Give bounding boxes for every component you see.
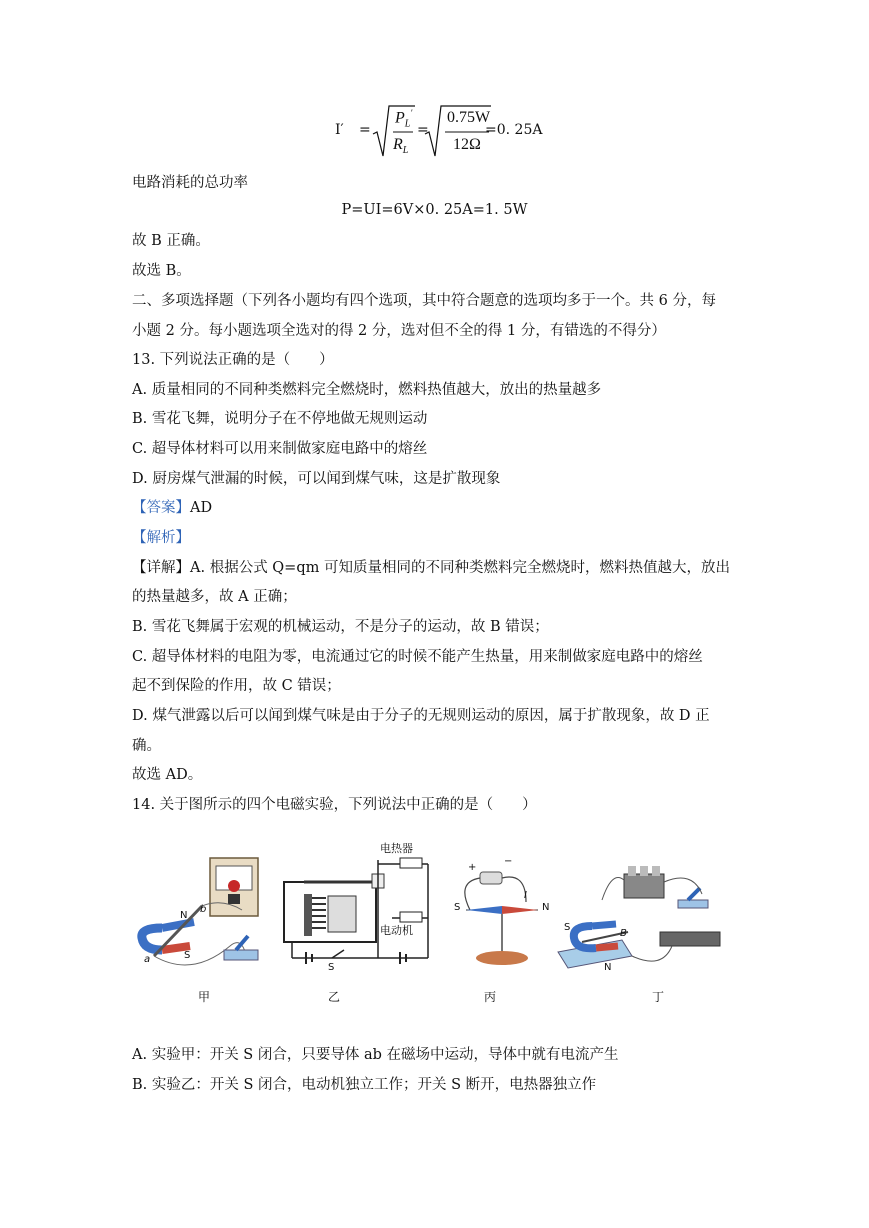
- answer-value: AD: [190, 500, 213, 516]
- q14-option-b: B. 实验乙：开关 S 闭合，电动机独立工作；开关 S 断开，电热器独立作: [132, 1077, 597, 1093]
- ding-label-b: B: [620, 928, 627, 939]
- total-power-label: 电路消耗的总功率: [132, 175, 248, 191]
- detail-c-line2: 起不到保险的作用，故 C 错误；: [132, 678, 341, 694]
- detail-b: B. 雪花飞舞属于宏观的机械运动，不是分子的运动，故 B 错误；: [132, 619, 549, 635]
- formula-num1: P: [395, 109, 405, 127]
- bing-label-minus: −: [504, 856, 513, 867]
- detail-a1: A. 根据公式 Q=qm 可知质量相同的不同种类燃料完全燃烧时，燃料热值越大，放出: [190, 560, 730, 576]
- formula-eq1: =: [359, 122, 371, 138]
- formula-num2: 0.75W: [447, 109, 491, 126]
- formula-num1-sub: L: [404, 118, 411, 130]
- caption-yi: 乙: [328, 990, 341, 1004]
- detail-c-line1: C. 超导体材料的电阻为零，电流通过它的时候不能产生热量，用来制做家庭电路中的熔丝: [132, 649, 703, 665]
- detail-d-line1: D. 煤气泄露以后可以闻到煤气味是由于分子的无规则运动的原因，属于扩散现象，故 D 正: [132, 708, 710, 724]
- detail-a-line1: [132, 558, 730, 578]
- answer-tag: 【答案】: [132, 500, 190, 516]
- experiment-figures: [132, 838, 732, 1008]
- q13-stem: 13. 下列说法正确的是（ ）: [132, 352, 334, 368]
- q13-option-d: D. 厨房煤气泄漏的时候，可以闻到煤气味，这是扩散现象: [132, 471, 501, 487]
- q14-option-a: A. 实验甲：开关 S 闭合，只要导体 ab 在磁场中运动，导体中就有电流产生: [132, 1047, 619, 1063]
- caption-bing: 丙: [484, 990, 497, 1004]
- jia-label-s: S: [184, 950, 191, 961]
- formula-lhs: I′: [335, 122, 344, 138]
- yi-label-switch: S: [328, 962, 335, 973]
- analysis-tag: 【解析】: [132, 530, 190, 546]
- ding-label-n: N: [604, 962, 612, 973]
- b-correct: 故 B 正确。: [132, 233, 210, 249]
- formula-num1-sup: ′: [410, 108, 413, 118]
- caption-jia: 甲: [198, 990, 211, 1004]
- bing-label-s: S: [454, 902, 461, 913]
- formula-result: =0. 25A: [485, 122, 543, 138]
- choose-b: 故选 B。: [132, 263, 191, 279]
- bing-label-n: N: [542, 902, 550, 913]
- bing-label-current: I: [524, 890, 527, 901]
- q14-stem: 14. 关于图所示的四个电磁实验，下列说法中正确的是（ ）: [132, 797, 537, 813]
- formula-den1-sub: L: [402, 145, 409, 157]
- bing-label-plus: +: [468, 862, 477, 873]
- q13-option-b: B. 雪花飞舞，说明分子在不停地做无规则运动: [132, 411, 428, 427]
- figure-yi: [282, 838, 432, 978]
- section2-line2: 小题 2 分。每小题选项全选对的得 2 分，选对但不全的得 1 分，有错选的不得分）: [132, 323, 666, 339]
- jia-label-b: b: [200, 904, 207, 915]
- formula-den2: 12Ω: [453, 136, 481, 153]
- figure-ding: [552, 860, 732, 980]
- section2-line1: 二、多项选择题（下列各小题均有四个选项，其中符合题意的选项均多于一个。共 6 分，每: [132, 293, 716, 309]
- detail-a-line2: 的热量越多，故 A 正确；: [132, 589, 297, 605]
- jia-label-n: N: [180, 910, 188, 921]
- yi-label-heater: 电热器: [380, 842, 413, 855]
- answer-line: [132, 498, 212, 518]
- q13-option-c: C. 超导体材料可以用来制做家庭电路中的熔丝: [132, 441, 428, 457]
- detail-d-line2: 确。: [132, 738, 161, 754]
- formula-eq2: =: [417, 122, 429, 138]
- power-formula: P=UI=6V×0. 25A=1. 5W: [341, 202, 528, 218]
- yi-label-motor: 电动机: [380, 924, 413, 937]
- jia-label-a: a: [144, 954, 151, 965]
- q13-option-a: A. 质量相同的不同种类燃料完全燃烧时，燃料热值越大，放出的热量越多: [132, 382, 602, 398]
- detail-tag: 【详解】: [132, 560, 190, 576]
- choose-ad: 故选 AD。: [132, 767, 203, 783]
- formula-den1: R: [393, 136, 403, 153]
- ding-label-s: S: [564, 922, 571, 933]
- caption-ding: 丁: [652, 990, 665, 1004]
